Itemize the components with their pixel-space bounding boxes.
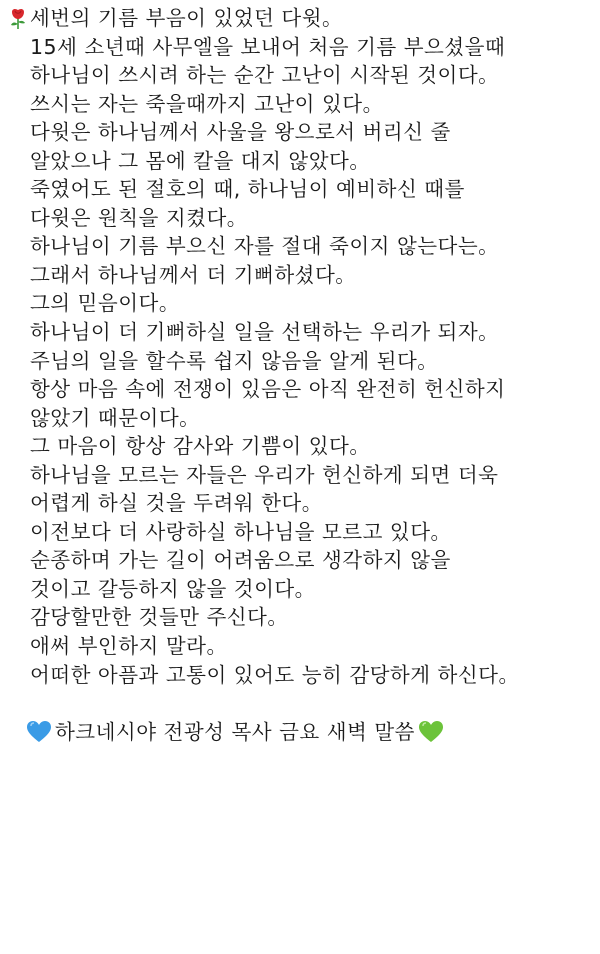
note-line: 하나님이 더 기뻐하실 일을 선택하는 우리가 되자。 <box>30 320 500 345</box>
note-line: 이전보다 더 사랑하실 하나님을 모르고 있다。 <box>30 519 452 544</box>
note-line: 것이고 갈등하지 않을 것이다。 <box>30 576 316 601</box>
rose-icon <box>8 8 28 30</box>
signature-text: 하크네시야 전광성 목사 금요 새벽 말씀 <box>55 720 415 745</box>
note-line: 죽였어도 된 절호의 때, 하나님이 예비하신 때를 <box>30 177 465 202</box>
note-line: 다윗은 원칙을 지켰다。 <box>30 205 248 230</box>
blank-line <box>30 689 590 717</box>
note-line: 어떠한 아픔과 고통이 있어도 능히 감당하게 하신다。 <box>30 662 520 687</box>
green-heart-icon <box>418 720 444 744</box>
note-line: 다윗은 하나님께서 사울을 왕으로서 버리신 줄 <box>30 120 451 145</box>
note-line: 않았기 때문이다。 <box>30 405 201 430</box>
note-line: 15세 소년때 사무엘을 보내어 처음 기름 부으셨을때 <box>30 34 506 59</box>
note-line: 그래서 하나님께서 더 기뻐하셨다。 <box>30 262 357 287</box>
blue-heart-icon <box>26 720 52 744</box>
note-line: 애써 부인하지 말라。 <box>30 634 228 659</box>
note-line: 그 마음이 항상 감사와 기쁨이 있다。 <box>30 434 371 459</box>
note-line: 쓰시는 자는 죽을때까지 고난이 있다。 <box>30 91 384 116</box>
note-line: 항상 마음 속에 전쟁이 있음은 아직 완전히 헌신하지 <box>30 377 506 402</box>
signature-line <box>30 717 590 747</box>
note-line: 그의 믿음이다。 <box>30 291 180 316</box>
note-line: 순종하며 가는 길이 어려움으로 생각하지 않을 <box>30 548 451 573</box>
note-line: 주님의 일을 할수록 쉽지 않음을 알게 된다。 <box>30 348 439 373</box>
note-line: 하나님이 쓰시려 하는 순간 고난이 시작된 것이다。 <box>30 63 500 88</box>
note-title: 세번의 기름 부음이 있었던 다윗。 <box>30 6 344 30</box>
note-title-line <box>30 4 590 33</box>
note-line: 알았으나 그 몸에 칼을 대지 않았다。 <box>30 148 371 173</box>
note-line: 어렵게 하실 것을 두려워 한다。 <box>30 491 323 516</box>
note-line: 하나님이 기름 부으신 자를 절대 죽이지 않는다는。 <box>30 234 500 259</box>
note-line: 하나님을 모르는 자들은 우리가 헌신하게 되면 더욱 <box>30 462 499 487</box>
note-line: 감당할만한 것들만 주신다。 <box>30 605 289 630</box>
